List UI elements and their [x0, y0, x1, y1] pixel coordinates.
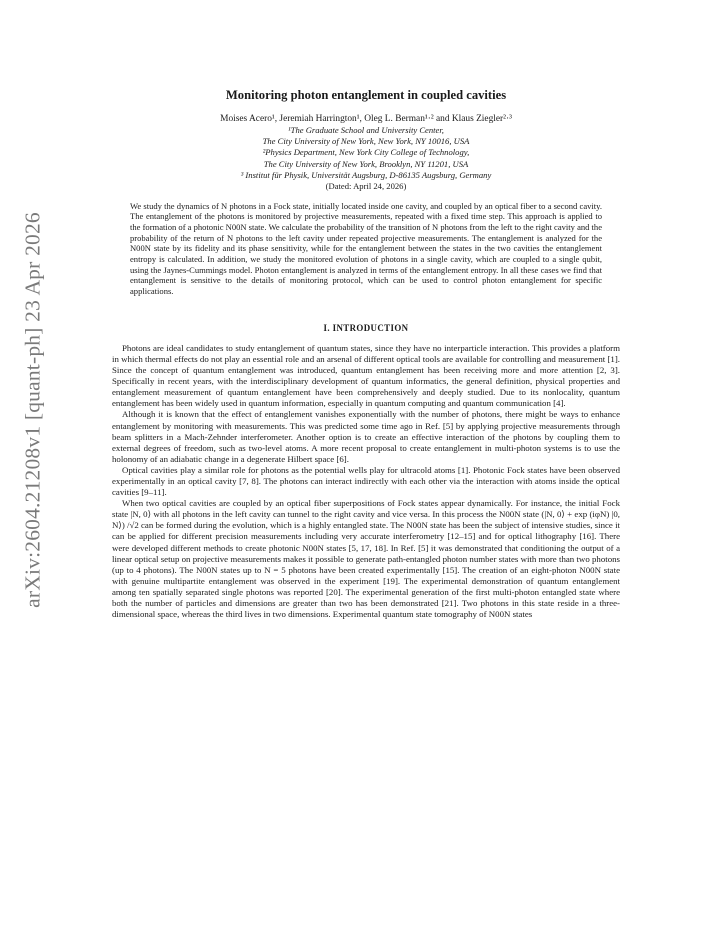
- arxiv-identifier: arXiv:2604.21208v1 [quant-ph] 23 Apr 2026: [20, 212, 45, 608]
- affiliation-2: ²Physics Department, New York City College of Technology,: [262, 147, 470, 158]
- paper-title: Monitoring photon entanglement in coupled cavities: [225, 88, 507, 102]
- section-heading-introduction: I. INTRODUCTION: [323, 322, 409, 333]
- affiliation-1: ¹The Graduate School and University Center,: [288, 125, 444, 135]
- affiliation-3: ³ Institut für Physik, Universität Augsburg, D-86135 Augsburg, Germany: [240, 169, 492, 180]
- body-paragraph: Although it is known that the effect of entanglement vanishes exponentially with the number of photons, there might be ways to enhance entanglement by monitoring with measurements. This was predicted some time ago in Ref. [5] by applying projective measurements through beam splitters in a Mach-Zehnder interferometer. Another option is to create an effective interaction of the photons by coupling them to external degrees of freedom, such as two-level atoms. A more recent proposal to create entanglement in multi-photon systems is to use the holonomy of an adiabatic change in a degenerate Hilbert space [6].: [112, 409, 620, 464]
- affiliation-1-address: The City University of New York, New York, NY 10016, USA: [262, 136, 470, 147]
- body-paragraph: Photons are ideal candidates to study entanglement of quantum states, since they have no interparticle interaction. This provides a platform in which thermal effects do not play an essential role and an arsenal of different optical tools are available for controlling and measurement [1]. Since the concept of quantum entanglement was introduced, quantum entanglement has been receiving more and more attention [2, 3]. Specifically in recent years, with the interdisciplinary development of quantum informatics, the general definition, physical properties and entanglement measurement of quantum entanglement have been comprehensively and deeply studied. Due to its nonlocality, quantum entanglement has been widely used in quantum information, especially in quantum computing and quantum communication [4].: [112, 342, 620, 409]
- affiliation-2-address: The City University of New York, Brooklyn, NY 11201, USA: [263, 158, 469, 169]
- body-paragraph: When two optical cavities are coupled by an optical fiber superpositions of Fock states appear dynamically. For instance, the initial Fock state |N, 0⟩ with all photons in the left cavity can tunnel to the right cavity and vice versa. In this process the N00N state (|N, 0⟩ + exp (iφN) |0, N⟩) /√2 can be formed during the evolution, which is a highly entangled state. The N00N state has been the subject of intensive studies, since it can be applied for different precision measurements including very accurate interferometry [12–15] and for optical lithography [16]. There were developed different methods to create photonic N00N states [5, 17, 18]. In Ref. [5] it was demonstrated that conditioning the output of a linear optical setup on projective measurements makes it possible to generate path-entangled photon number states with more than two photons (up to 4 photons). The N00N states up to N = 5 photons have been created experimentally [15]. The creation of an eight-photon N00N state with genuine multipartite entanglement was observed in the experiment [19]. The experimental demonstration of quantum entanglement among ten spatially separated single photons was reported [20]. The experimental generation of the first multi-photon entangled state where both the number of particles and dimensions are greater than two has been demonstrated [21]. Two photons in this state reside in a three-dimensional space, whereas the third lives in two dimensions. Experimental quantum state tomography of N00N states: [112, 498, 620, 620]
- dated-line: (Dated: April 24, 2026): [325, 181, 407, 192]
- paper-page: [112, 88, 620, 620]
- abstract: We study the dynamics of N photons in a Fock state, initially located inside one cavity, and coupled by an optical fiber to a second cavity. The entanglement of the photons is monitored by projective measurements, repeated with a fixed time step. This approach is applied to the formation of a photonic N00N state. We calculate the probability of the transition of N photons from the left to the right cavity and the probability of the return of N photons to the left cavity under repeated projective measurements. The entanglement is analyzed for the N00N state by its fidelity and its phase sensitivity, while for the entanglement between the states in the two cavities the entanglement entropy is calculated. In addition, we study the monitored evolution of photons in a single cavity, which are coupled to a single qubit, using the Jaynes-Cummings model. Photon entanglement is analyzed in terms of the entanglement entropy. In all these cases we find that entanglement is sensitive to the details of monitoring protocol, which can be used to control photon entanglement for specific applications.: [130, 200, 602, 297]
- body-paragraph: Optical cavities play a similar role for photons as the potential wells play for ultracold atoms [1]. Photonic Fock states have been observed experimentally in an optical cavity [7, 8]. The photons can interact indirectly with each other via the interaction with atoms inside the optical cavities [9–11].: [112, 464, 620, 498]
- arxiv-sidebar-stamp: [18, 150, 48, 670]
- author-list: Moises Acero¹, Jeremiah Harrington¹, Oleg L. Berman¹·² and Klaus Ziegler²·³: [220, 114, 512, 124]
